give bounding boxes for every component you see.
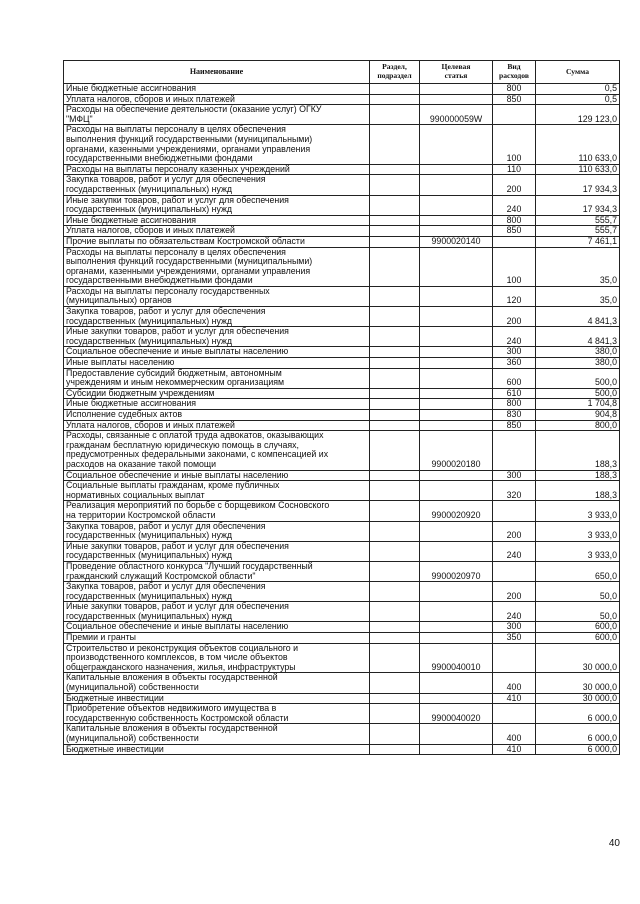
- row-type-cell: 320: [493, 481, 536, 501]
- row-section-cell: [370, 643, 420, 673]
- row-target-cell: [420, 307, 493, 327]
- table-row: [64, 643, 620, 673]
- row-type-cell: [493, 236, 536, 247]
- table-header-row: [64, 61, 620, 84]
- row-section-cell: [370, 307, 420, 327]
- row-amount-cell: 188,3: [536, 481, 620, 501]
- row-amount-cell: 3 933,0: [536, 501, 620, 521]
- table-row: [64, 420, 620, 431]
- row-target-cell: 9900040020: [420, 704, 493, 724]
- table-row: [64, 327, 620, 347]
- row-amount-cell: 50,0: [536, 602, 620, 622]
- row-amount-cell: 110 633,0: [536, 125, 620, 164]
- row-section-cell: [370, 633, 420, 644]
- row-section-cell: [370, 226, 420, 237]
- row-section-cell: [370, 724, 420, 744]
- table-row: [64, 521, 620, 541]
- table-row: [64, 84, 620, 95]
- row-amount-cell: 50,0: [536, 582, 620, 602]
- table-row: [64, 195, 620, 215]
- row-name-cell: Иные бюджетные ассигнования: [64, 399, 370, 410]
- row-type-cell: 350: [493, 633, 536, 644]
- row-type-cell: 400: [493, 673, 536, 693]
- row-type-cell: [493, 561, 536, 581]
- row-name-cell: Расходы, связанные с оплатой труда адвокатов, оказывающих гражданам бесплатную юридическую помощь в случаях, предусмотренных федеральными законами, с компенсацией их расходов на оказание такой помощи: [64, 431, 370, 470]
- table-row: [64, 175, 620, 195]
- row-name-cell: Расходы на выплаты персоналу казенных учреждений: [64, 164, 370, 175]
- row-target-cell: 9900020140: [420, 236, 493, 247]
- row-name-cell: Иные закупки товаров, работ и услуг для обеспечения государственных (муниципальных) нужд: [64, 541, 370, 561]
- row-type-cell: 800: [493, 84, 536, 95]
- row-section-cell: [370, 399, 420, 410]
- row-type-cell: 800: [493, 399, 536, 410]
- row-target-cell: [420, 195, 493, 215]
- row-section-cell: [370, 622, 420, 633]
- row-target-cell: 9900020180: [420, 431, 493, 470]
- row-amount-cell: 4 841,3: [536, 307, 620, 327]
- table-row: [64, 633, 620, 644]
- row-type-cell: 830: [493, 410, 536, 421]
- table-row: [64, 561, 620, 581]
- row-section-cell: [370, 347, 420, 358]
- row-name-cell: Премии и гранты: [64, 633, 370, 644]
- row-type-cell: 200: [493, 175, 536, 195]
- row-amount-cell: 17 934,3: [536, 195, 620, 215]
- row-name-cell: Социальное обеспечение и иные выплаты населению: [64, 347, 370, 358]
- row-name-cell: Расходы на выплаты персоналу государственных (муниципальных) органов: [64, 286, 370, 306]
- row-type-cell: 200: [493, 582, 536, 602]
- row-name-cell: Социальное обеспечение и иные выплаты населению: [64, 622, 370, 633]
- row-amount-cell: 7 461,1: [536, 236, 620, 247]
- row-amount-cell: 555,7: [536, 215, 620, 226]
- header-section: Раздел, подраздел: [370, 61, 420, 84]
- header-amount: Сумма: [536, 61, 620, 84]
- table-row: [64, 431, 620, 470]
- row-amount-cell: 3 933,0: [536, 521, 620, 541]
- row-amount-cell: 555,7: [536, 226, 620, 237]
- row-name-cell: Иные закупки товаров, работ и услуг для обеспечения государственных (муниципальных) нужд: [64, 195, 370, 215]
- row-name-cell: Иные закупки товаров, работ и услуг для обеспечения государственных (муниципальных) нужд: [64, 327, 370, 347]
- row-amount-cell: 30 000,0: [536, 643, 620, 673]
- row-amount-cell: 6 000,0: [536, 724, 620, 744]
- row-type-cell: [493, 501, 536, 521]
- row-name-cell: Иные выплаты населению: [64, 358, 370, 369]
- row-target-cell: [420, 420, 493, 431]
- row-amount-cell: 188,3: [536, 431, 620, 470]
- header-target: Целевая статья: [420, 61, 493, 84]
- row-section-cell: [370, 481, 420, 501]
- row-name-cell: Бюджетные инвестиции: [64, 693, 370, 704]
- table-row: [64, 501, 620, 521]
- row-type-cell: 120: [493, 286, 536, 306]
- row-type-cell: 300: [493, 470, 536, 481]
- row-section-cell: [370, 582, 420, 602]
- table-row: [64, 410, 620, 421]
- table-row: [64, 358, 620, 369]
- table-row: [64, 215, 620, 226]
- row-section-cell: [370, 410, 420, 421]
- row-section-cell: [370, 327, 420, 347]
- table-body: [64, 84, 620, 755]
- row-type-cell: 850: [493, 226, 536, 237]
- row-section-cell: [370, 247, 420, 286]
- row-target-cell: 9900020970: [420, 561, 493, 581]
- row-target-cell: [420, 521, 493, 541]
- table-row: [64, 105, 620, 125]
- row-name-cell: Капитальные вложения в объекты государственной (муниципальной) собственности: [64, 724, 370, 744]
- row-type-cell: [493, 643, 536, 673]
- row-amount-cell: 35,0: [536, 286, 620, 306]
- row-target-cell: [420, 247, 493, 286]
- row-section-cell: [370, 744, 420, 755]
- row-target-cell: [420, 633, 493, 644]
- row-target-cell: [420, 175, 493, 195]
- row-target-cell: [420, 358, 493, 369]
- table-row: [64, 693, 620, 704]
- row-amount-cell: 1 704,8: [536, 399, 620, 410]
- row-name-cell: Иные закупки товаров, работ и услуг для обеспечения государственных (муниципальных) нужд: [64, 602, 370, 622]
- row-name-cell: Иные бюджетные ассигнования: [64, 215, 370, 226]
- row-amount-cell: 129 123,0: [536, 105, 620, 125]
- table-row: [64, 399, 620, 410]
- table-row: [64, 704, 620, 724]
- row-name-cell: Приобретение объектов недвижимого имущества в государственную собственность Костромской области: [64, 704, 370, 724]
- row-name-cell: Уплата налогов, сборов и иных платежей: [64, 420, 370, 431]
- row-section-cell: [370, 420, 420, 431]
- row-section-cell: [370, 431, 420, 470]
- table-row: [64, 602, 620, 622]
- table-row: [64, 307, 620, 327]
- header-type: Вид расходов: [493, 61, 536, 84]
- row-amount-cell: 500,0: [536, 368, 620, 388]
- budget-table: [63, 60, 620, 755]
- row-amount-cell: 380,0: [536, 347, 620, 358]
- row-type-cell: 240: [493, 602, 536, 622]
- row-target-cell: [420, 347, 493, 358]
- row-section-cell: [370, 286, 420, 306]
- row-type-cell: 600: [493, 368, 536, 388]
- row-section-cell: [370, 105, 420, 125]
- row-name-cell: Реализация мероприятий по борьбе с борщевиком Сосновского на территории Костромской области: [64, 501, 370, 521]
- table-row: [64, 226, 620, 237]
- row-type-cell: 110: [493, 164, 536, 175]
- row-target-cell: [420, 164, 493, 175]
- row-section-cell: [370, 501, 420, 521]
- row-type-cell: 300: [493, 347, 536, 358]
- table-row: [64, 164, 620, 175]
- table-row: [64, 622, 620, 633]
- row-amount-cell: 0,5: [536, 94, 620, 105]
- row-section-cell: [370, 368, 420, 388]
- row-name-cell: Предоставление субсидий бюджетным, автономным учреждениям и иным некоммерческим организациям: [64, 368, 370, 388]
- row-target-cell: [420, 215, 493, 226]
- row-name-cell: Строительство и реконструкция объектов социального и производственного комплексов, в том числе объектов общегражданского назначения, жилья, инфраструктуры: [64, 643, 370, 673]
- row-type-cell: 100: [493, 125, 536, 164]
- table-row: [64, 673, 620, 693]
- table-row: [64, 744, 620, 755]
- row-type-cell: [493, 704, 536, 724]
- row-section-cell: [370, 164, 420, 175]
- row-section-cell: [370, 215, 420, 226]
- row-amount-cell: 0,5: [536, 84, 620, 95]
- row-target-cell: [420, 673, 493, 693]
- row-section-cell: [370, 521, 420, 541]
- row-target-cell: [420, 481, 493, 501]
- row-target-cell: [420, 226, 493, 237]
- row-amount-cell: 800,0: [536, 420, 620, 431]
- row-target-cell: [420, 84, 493, 95]
- row-target-cell: [420, 286, 493, 306]
- row-amount-cell: 17 934,3: [536, 175, 620, 195]
- row-amount-cell: 6 000,0: [536, 744, 620, 755]
- table-row: [64, 582, 620, 602]
- row-type-cell: 410: [493, 744, 536, 755]
- row-section-cell: [370, 704, 420, 724]
- header-name: Наименование: [64, 61, 370, 84]
- table-row: [64, 724, 620, 744]
- row-name-cell: Исполнение судебных актов: [64, 410, 370, 421]
- row-name-cell: Закупка товаров, работ и услуг для обеспечения государственных (муниципальных) нужд: [64, 521, 370, 541]
- row-amount-cell: 600,0: [536, 622, 620, 633]
- table-row: [64, 236, 620, 247]
- row-target-cell: [420, 470, 493, 481]
- row-section-cell: [370, 693, 420, 704]
- table-row: [64, 481, 620, 501]
- row-amount-cell: 650,0: [536, 561, 620, 581]
- row-section-cell: [370, 561, 420, 581]
- row-amount-cell: 30 000,0: [536, 673, 620, 693]
- row-target-cell: 9900020920: [420, 501, 493, 521]
- row-type-cell: 800: [493, 215, 536, 226]
- row-target-cell: [420, 541, 493, 561]
- table-row: [64, 94, 620, 105]
- row-target-cell: [420, 94, 493, 105]
- row-section-cell: [370, 236, 420, 247]
- row-name-cell: Расходы на выплаты персоналу в целях обеспечения выполнения функций государственными (муниципальными) органами, казенными учреждениями, органами управления государственными внебюджетными фондами: [64, 247, 370, 286]
- row-type-cell: 850: [493, 420, 536, 431]
- row-name-cell: Закупка товаров, работ и услуг для обеспечения государственных (муниципальных) нужд: [64, 582, 370, 602]
- row-target-cell: [420, 602, 493, 622]
- row-type-cell: [493, 105, 536, 125]
- row-name-cell: Социальные выплаты гражданам, кроме публичных нормативных социальных выплат: [64, 481, 370, 501]
- row-target-cell: 9900040010: [420, 643, 493, 673]
- row-section-cell: [370, 125, 420, 164]
- row-amount-cell: 35,0: [536, 247, 620, 286]
- row-amount-cell: 904,8: [536, 410, 620, 421]
- row-type-cell: [493, 431, 536, 470]
- row-type-cell: 200: [493, 307, 536, 327]
- row-target-cell: [420, 724, 493, 744]
- row-type-cell: 240: [493, 541, 536, 561]
- table-row: [64, 125, 620, 164]
- row-type-cell: 240: [493, 327, 536, 347]
- row-target-cell: [420, 582, 493, 602]
- row-name-cell: Закупка товаров, работ и услуг для обеспечения государственных (муниципальных) нужд: [64, 307, 370, 327]
- row-type-cell: 300: [493, 622, 536, 633]
- row-amount-cell: 380,0: [536, 358, 620, 369]
- row-section-cell: [370, 195, 420, 215]
- row-target-cell: [420, 693, 493, 704]
- row-name-cell: Уплата налогов, сборов и иных платежей: [64, 94, 370, 105]
- row-target-cell: [420, 622, 493, 633]
- row-type-cell: 200: [493, 521, 536, 541]
- row-name-cell: Расходы на выплаты персоналу в целях обеспечения выполнения функций государственными (муниципальными) органами, казенными учреждениями, органами управления государственными внебюджетными фондами: [64, 125, 370, 164]
- row-name-cell: Капитальные вложения в объекты государственной (муниципальной) собственности: [64, 673, 370, 693]
- row-target-cell: [420, 368, 493, 388]
- row-name-cell: Социальное обеспечение и иные выплаты населению: [64, 470, 370, 481]
- row-name-cell: Прочие выплаты по обязательствам Костромской области: [64, 236, 370, 247]
- row-type-cell: 100: [493, 247, 536, 286]
- row-name-cell: Проведение областного конкурса "Лучший государственный гражданский служащий Костромской области": [64, 561, 370, 581]
- row-target-cell: [420, 399, 493, 410]
- row-amount-cell: 4 841,3: [536, 327, 620, 347]
- row-section-cell: [370, 175, 420, 195]
- table-row: [64, 368, 620, 388]
- row-amount-cell: 500,0: [536, 388, 620, 399]
- row-type-cell: 400: [493, 724, 536, 744]
- row-amount-cell: 3 933,0: [536, 541, 620, 561]
- row-section-cell: [370, 602, 420, 622]
- row-type-cell: 240: [493, 195, 536, 215]
- row-type-cell: 360: [493, 358, 536, 369]
- table-row: [64, 347, 620, 358]
- row-amount-cell: 6 000,0: [536, 704, 620, 724]
- row-target-cell: [420, 327, 493, 347]
- row-name-cell: Иные бюджетные ассигнования: [64, 84, 370, 95]
- row-section-cell: [370, 358, 420, 369]
- row-name-cell: Уплата налогов, сборов и иных платежей: [64, 226, 370, 237]
- row-name-cell: Закупка товаров, работ и услуг для обеспечения государственных (муниципальных) нужд: [64, 175, 370, 195]
- row-amount-cell: 110 633,0: [536, 164, 620, 175]
- row-amount-cell: 600,0: [536, 633, 620, 644]
- row-amount-cell: 30 000,0: [536, 693, 620, 704]
- row-target-cell: [420, 410, 493, 421]
- row-section-cell: [370, 541, 420, 561]
- row-target-cell: [420, 125, 493, 164]
- table-row: [64, 541, 620, 561]
- row-section-cell: [370, 388, 420, 399]
- row-amount-cell: 188,3: [536, 470, 620, 481]
- table-row: [64, 286, 620, 306]
- row-name-cell: Субсидии бюджетным учреждениям: [64, 388, 370, 399]
- row-section-cell: [370, 94, 420, 105]
- row-section-cell: [370, 470, 420, 481]
- table-row: [64, 388, 620, 399]
- row-name-cell: Бюджетные инвестиции: [64, 744, 370, 755]
- row-section-cell: [370, 84, 420, 95]
- row-type-cell: 850: [493, 94, 536, 105]
- table-row: [64, 470, 620, 481]
- page-number: 40: [608, 838, 620, 849]
- row-target-cell: [420, 744, 493, 755]
- table-row: [64, 247, 620, 286]
- row-target-cell: [420, 388, 493, 399]
- row-name-cell: Расходы на обеспечение деятельности (оказание услуг) ОГКУ "МФЦ": [64, 105, 370, 125]
- row-section-cell: [370, 673, 420, 693]
- row-target-cell: 990000059W: [420, 105, 493, 125]
- row-type-cell: 610: [493, 388, 536, 399]
- row-type-cell: 410: [493, 693, 536, 704]
